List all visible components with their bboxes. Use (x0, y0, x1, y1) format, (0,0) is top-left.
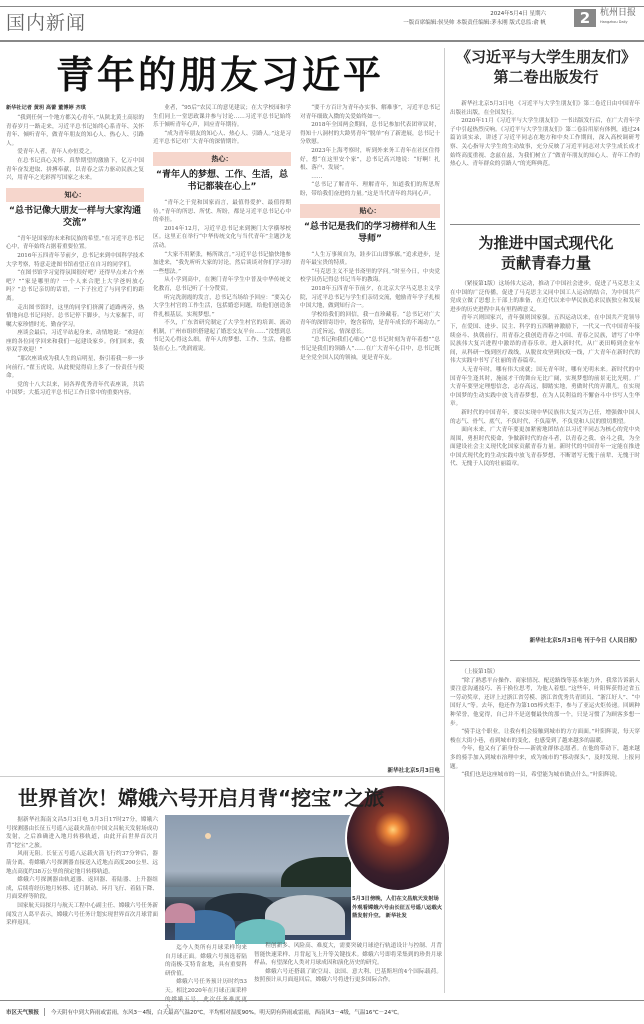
paragraph: “马克思主义不是书斋里的学问。”时至今日，中央党校学员仍记得总书记当年的教诲。 (300, 268, 440, 284)
paragraph: 嫦娥六号任务预计历时约53天。相比2020年在月球正面采样 大。 (165, 979, 247, 1012)
paragraph: 学校给我们的回信，我一直珍藏着。“总书记对广大青年的深情寄语中，饱含着的，是青年成长的不竭动力。” (300, 311, 440, 327)
paragraph: 2018年五四青年节前夕，在北京大学马克思主义学院，习近平总书记与学生们亲切交流，勉励青年学子扎根中国大地，做到知行合一。 (300, 285, 440, 310)
editorial-article (450, 280, 640, 632)
paragraph: “大家不用紧张，畅所欲言。”习近平总书记愉快地参加进来，“我先听听大家的讨论，然后谈谈对你们学习的一些想法。” (153, 251, 291, 275)
divider (0, 776, 444, 777)
paragraph: “我到任何一个地方都关心青年。”从陕北黄土高原的青春岁月一路走来，习近平总书记始终心系青年、关怀青年、倾听青年，做青年朋友的知心人、热心人、引路人。 (6, 115, 144, 147)
divider (450, 660, 640, 661)
paragraph: 2023年上海考察时，听到外来务工青年在社区住得好，想“在这里安个家”，总书记高兴地说：“好啊！扎根、落户、发展”。 (300, 147, 440, 172)
paragraph: 在总书记真心关怀、真挚期望的激励下，亿万中国青年奋发进取、拼搏奉献，以青春之活力驱动民族之复兴，用青年之光彩挥写国家之未来。 (6, 157, 144, 182)
footer-rule (0, 1000, 644, 1001)
moon-article-column-3 (254, 942, 442, 992)
moon-in-photo (205, 833, 211, 839)
book-article (450, 100, 640, 220)
logo-en: Hangzhou Daily (600, 20, 628, 24)
paragraph: 座谈会最后，习近平站起身来，动情地说：“欢迎在座的各位同学回来和我们一起建设家乡。你们回来，我举双手欢迎！” (6, 330, 144, 354)
moon-article-column-1 (6, 816, 158, 990)
book-headline-2: 第二卷出版发行 (493, 68, 599, 86)
paragraph: 风雨无阻。长征五号遥八运载火箭飞行约37分钟后，器箭分离，将嫦娥六号探测器直接送入近地点高度200公里、远地点高度约38万公里的预定地月转移轨道。 (6, 851, 158, 875)
subheading-title: “总书记像大朋友一样与大家沟通交流” (9, 205, 141, 228)
paragraph: 2014年12月，习近平总书记来到澳门大学横琴校区。这里正在举行“中华传统文化与当代青年”主题沙龙活动。 (153, 225, 291, 249)
paragraph: 听完冼润霞的发言，总书记当场给予回应：“要关心大学生村官的工作生活，包括婚恋问题，给他们创造条件扎根基层，实现梦想。” (153, 294, 291, 318)
paragraph: （紧接第1版）这场伟大运动，推动了中国社会进步，促进了马克思主义在中国的广泛传播，促进了马克思主义同中国工人运动的结合，为中国共产党成立做了思想上干部上的准备，在近代以来中华民族追求民族独立和发展进步的历史进程中具有里程碑意义。 (450, 281, 640, 313)
paragraph: “我们也是这座城市的一员，希望能为城市做点什么。”叶阳辉说。 (461, 772, 621, 779)
paragraph: 程创新多、风险高、难度大，需要突破月球逆行轨道设计与控制、月背智能快速采样、月背起飞上升等关键技术。嫦娥六号即将采集到的珍贵月球样品，有望深化人类对月球成因和演化历史的研究。 (254, 943, 442, 967)
paragraph: 嫦娥六号还搭载了欧空局、法国、意大利、巴基斯坦的4个国际载荷。按照预计从月面返回后，嫦娥六号将进行更多国际合作。 (254, 968, 442, 984)
paragraph: 新华社北京5月3日电 《习近平与大学生朋友们》第二卷近日由中国青年出版社出版，在全国发行。 (450, 101, 640, 116)
subheading-label: 贴心： (300, 204, 440, 218)
paragraph: 据新华社海南文昌5月3日电 5月3日17时27分，嫦娥六号探测器由长征五号遥八运载火箭在中国文昌航天发射场成功发射，之后准确进入地月转移轨道，由此开启世界首次月背“挖宝”之旅。 (6, 817, 158, 849)
subheading-title: “总书记是我们的学习榜样和人生导师” (304, 221, 436, 244)
paragraph: 从小学到高中，在澳门青年学生中普及中华传统文化教育，总书记听了十分赞赏。 (153, 277, 291, 292)
paragraph: 今年，他又有了新身份——新就业群体志愿者。在他的带动下，越来越多的骑手加入到城市治理中来，成为城市的“移动探头”，及时发现、上报问题。 (450, 746, 640, 770)
paragraph: 走出图书馆时，这里的同学们挤满了道路两旁，热情地向总书记问好。总书记停下脚步，与大家握手，叮嘱大家珍惜时光、勤奋学习。 (6, 304, 144, 328)
subheading-title: “青年人的梦想、工作、生活，总书记都装在心上” (156, 169, 288, 192)
paragraph: “青年之于党和国家而言，最值得爱护、最值得期待。”青年的所思、所忧、所盼，都是习近平总书记心中的牵挂。 (153, 199, 291, 224)
paragraph: “总书记和我们心贴心”“总书记时刻为青年着想”“总书记是我们的领路人”……在广大青年心目中，总书记既是全党全国人民的领袖，更是青年友。 (300, 337, 440, 361)
photo-caption (352, 895, 444, 921)
book-headline-1: 《习近平与大学生朋友们》 (455, 48, 636, 66)
paragraph: 青年兴则国家兴，青年强则国家强。五四运动以来，在中国共产党领导下，在爱国、进步、民主、科学的五四精神激励下，一代又一代中国青年接续奋斗、执戟前行，用青春之我创造青春之中国、青春之民族，谱写了中华民族伟大复兴进程中激昂的青春乐章。进入新时代，从广袤田畴到企业车间，从科研一线到医疗战线，从脱贫攻坚到抗疫一线，广大青年在新时代的伟大实践中书写了壮丽的青春篇章。 (450, 315, 640, 365)
continued-article (450, 668, 640, 993)
divider (450, 224, 640, 225)
article-column-1 (6, 114, 144, 776)
paragraph: 2018年全国两会期间，总书记参加代表团审议时，得知十八洞村的大龄男青年“脱单”有了新进展，总书记十分欣慰。 (300, 122, 440, 146)
umbrella (235, 919, 285, 944)
paragraph: “总书记了解青年、理解青年，知道我们的所思所盼，带给我们奋进的力量。”这是当代青年的共同心声。 (300, 182, 440, 197)
weather-forecast: 今天阴有中到大阵雨或雷雨，东风3－4级，白天最高气温20℃，平均相对湿度90%。明天阴有阵雨或雷雨，西南风3－4级，气温16℃－24℃。 (44, 1008, 403, 1016)
paragraph: 人无青年时，哪有伟大成就；国无青年时，哪有光明未来。新时代的中国青年生逢其时，施展才干的舞台无比广阔，实现梦想的前景无比光明。广大青年要坚定理想信念，志存高远，脚踏实地，勇做时代的弄潮儿，在实现中国梦的生动实践中放飞青春梦想，在为人民利益的不懈奋斗中书写人生华章。 (450, 366, 640, 408)
paragraph: 言近旨远，情深意长。 (311, 328, 368, 335)
paragraph: 不久，广东省研究制定了大学生村官的培训、流动机制，广州市组织搭建起了婚恋交友平台……“没想到总书记关心得这么细。青年人的梦想、工作、生活，他都装在心上。”冼润霞说。 (153, 320, 291, 353)
moon-headline: 世界首次！嫦娥六号开启月背“挖宝”之旅 (18, 786, 385, 810)
subheading-label: 知心： (6, 188, 144, 202)
section-title: 国内新闻 (6, 12, 87, 34)
paragraph: 迄今人类所有月球采样均来自月球正面。嫦娥六号预选着陆的南极-艾特肯盆地，具有重要科研价值。 (165, 945, 247, 977)
paragraph: 国家航天局探月与航天工程中心副主任、嫦娥六号任务新闻发言人葛平表示，嫦娥六号任务计划实现世界首次月球背面采样返回。 (6, 902, 158, 927)
paragraph: （上接第1版） (461, 669, 499, 675)
weather-label: 市区天气预报 (6, 1010, 40, 1016)
dateline (403, 10, 546, 28)
paragraph: “在图书馆学习觉得氛围很好吧？还得早点来占个座吧？”“家是哪里的？一个人来合肥上大学爸妈放心吗？”总书记亲切的话语，一下子拉近了与同学们的距离。 (6, 270, 144, 302)
editorial-headline-1: 为推进中国式现代化 (478, 234, 614, 252)
paragraph: 2016年五四青年节前夕，总书记来到中国科学技术大学考察，特意走进图书馆看望正在自习的同学们。 (6, 252, 144, 268)
logo-text: 杭州日报 (600, 8, 637, 18)
page-number: 2 (574, 9, 596, 27)
byline: 新华社记者 黄玥 高蕾 董博婷 齐琪 (6, 105, 86, 111)
paragraph: “那次座谈成为我人生的启明星，指引着我一步一步向前行。”翟玉虎说，从此便觉得肩上多了一份责任与使命。 (6, 356, 144, 380)
paragraph: …… (311, 173, 323, 180)
paragraph: “青年是国家的未来和民族的希望。”在习近平总书记心中，青年始终占据着重要位置。 (6, 235, 144, 251)
paragraph: “成为青年朋友的知心人、热心人、引路人。”这是习近平总书记对广大青年的深情期许。 (153, 130, 291, 146)
paragraph: 党的十八大以来，同各界优秀青年代表座谈，共话中国梦；大抵习近平总书记工作日常中的重要内容。 (6, 381, 144, 397)
main-headline: 青年的朋友习近平 (55, 53, 384, 97)
paragraph: 2020年11月《习近平与大学生朋友们》一书出版发行后，在广大青年学子中引起热烈反响。《习近平与大学生朋友们》第二卷沿用原有体例，通过24篇访谈实录，讲述了习近平同志在地方和中央工作期间，深入高校调研考察、关心指导大学生的生动故事，充分反映了习近平同志对大学生成长成才始终高度重视、念兹在兹，为我们树立了“做青年朋友的知心人、青年工作的热心人、青年群众的引路人”的光辉典范。 (450, 118, 640, 168)
newspaper-logo (600, 9, 642, 27)
paragraph: 爱青年人者，青年人亦恒爱之。 (17, 149, 96, 156)
caption-credit: 新华社发 (385, 913, 407, 919)
article-signature: 新华社北京5月3日电 (387, 768, 440, 774)
issue-date: 2024年5月4日 星期六 (490, 11, 546, 17)
subheading (153, 152, 291, 193)
paragraph: 嫦娥六号探测器由轨道器、返回器、着陆器、上升器组成，后续将经历地月转移、近月制动、环月飞行、着陆下降、月面采样等阶段。 (6, 877, 158, 901)
editorial-headline-2: 贡献青春力量 (500, 254, 591, 272)
article-column-3 (300, 104, 440, 762)
editors: 一版首席编辑:侯昊帅 本版责任编辑:茅永刚 版式总监:俞 帆 (403, 20, 546, 26)
subheading (300, 204, 440, 245)
header-rule (0, 40, 644, 42)
editorial-signature: 新华社北京5月3日电 刊于今日《人民日报》 (529, 638, 640, 644)
paragraph: 新时代的中国青年，要以实现中华民族伟大复兴为己任，增强做中国人的志气、骨气、底气，不负时代，不负韶华，不负党和人民的殷切期望。 (450, 409, 640, 425)
moon-article-column-2 (165, 944, 247, 1012)
umbrella (165, 903, 195, 923)
paragraph: 面向未来，广大青年要更加紧密地团结在以习近平同志为核心的党中央周围，勇担时代使命，争做新时代的奋斗者，以青春之我、奋斗之我，为全面建设社会主义现代化国家贡献青春力量。新时代的中国青年一定能在推进中国式现代化的生动实践中放飞青春梦想，不断谱写无愧于前辈、无愧于时代、无愧于人民的壮丽篇章。 (450, 427, 640, 468)
launch-crowd-photo (165, 815, 351, 940)
paragraph: “除了熟悉平台操作、商家情况、配送路线等基本能力外，我常告诉新人要注意沟通技巧、善于换位思考，为他人着想。”这些年，叶阳辉获得过省五一劳动奖章，还评上过浙江省劳模、浙江省优秀共青团员、“浙江好人”、“中国好人”等。去年，他还作为第105棒火炬手，参与了亚运火炬传递。回顾种种荣誉，他觉得，自己并不是送餐最快的那一个，只是习惯了为顾客多想一步。 (450, 677, 640, 727)
subheading-label: 热心： (153, 152, 291, 166)
article-column-2 (153, 104, 291, 776)
subheading (6, 188, 144, 229)
paragraph: “骑手这个职业，让我有机会接触到城市的方方面面。”叶阳辉说，每天穿梭在大街小巷，看到城市的变化，也感受到了越来越多的温暖。 (450, 729, 640, 744)
caption-text: 5月3日傍晚，人们在文昌航天发射场外观看嫦娥六号由长征五号遥八运载火箭发射升空。 (352, 896, 443, 919)
paragraph: 业者，“95后”农民工的意见建议；在大学校园和学生们同上一堂思政课并参与讨论……习近平总书记始终乐于倾听青年心声，回应青年期待。 (153, 105, 291, 129)
paragraph: “要千方百计为青年办实事、解难事”，习近平总书记对青年细致入微的关爱始终如一。 (300, 105, 440, 120)
top-rule (0, 6, 644, 7)
paragraph: “人生万事须自为，跬步江山即寥廓。”追求进步，是青年最宝贵的特质。 (300, 251, 440, 267)
